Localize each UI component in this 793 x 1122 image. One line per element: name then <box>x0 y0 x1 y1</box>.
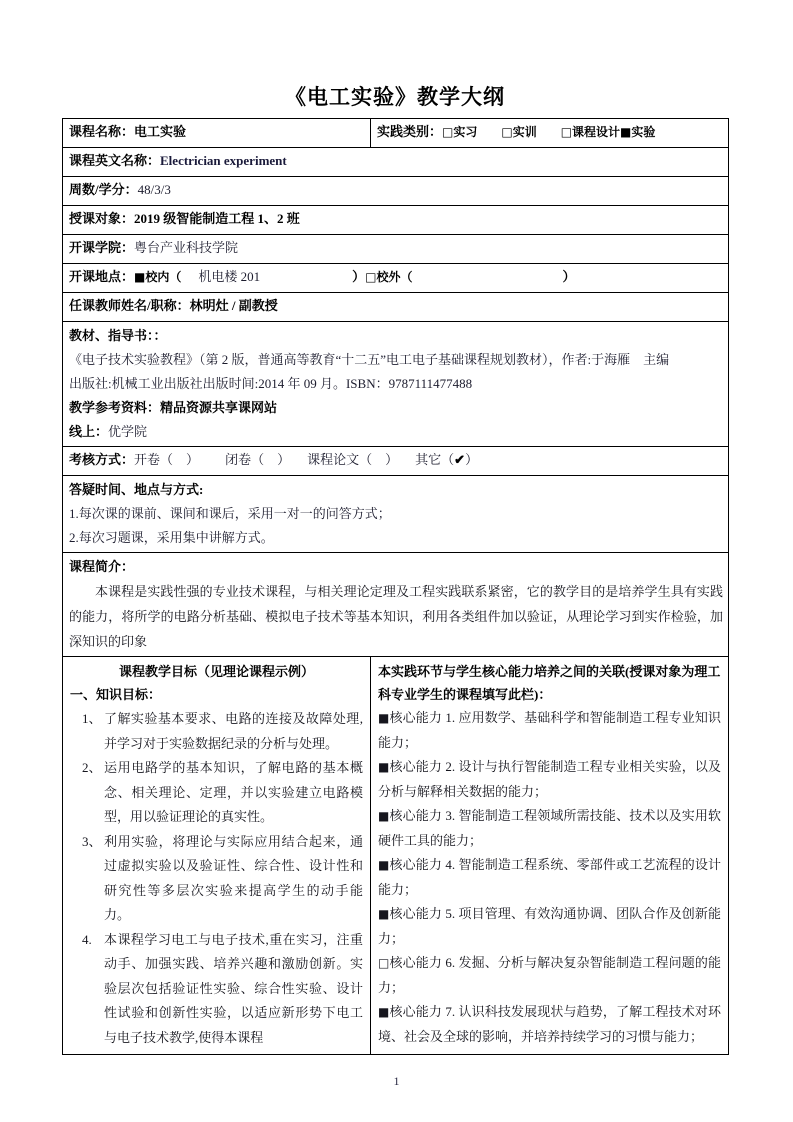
online-platform-value: 优学院 <box>108 424 148 439</box>
course-name-label: 课程名称： <box>69 124 135 139</box>
reference-material-value: 精品资源共享课网站 <box>160 400 278 415</box>
cell-textbook <box>63 322 729 447</box>
page-number: 1 <box>393 1074 400 1088</box>
capability-checkbox[interactable]: ■ <box>378 858 390 872</box>
capability-text: 核心能力 6. 发掘、分析与解决复杂智能制造工程问题的能力； <box>378 955 721 995</box>
cell-location <box>63 264 729 293</box>
goal-item-number: 4. <box>82 931 92 947</box>
capability-text: 核心能力 7. 认识科技发展现状与趋势，了解工程技术对环境、社会及全球的影响，并培养持续学习的习惯与能力； <box>378 1004 721 1044</box>
table-row-intro <box>63 553 729 657</box>
reference-material-label: 教学参考资料： <box>69 400 161 415</box>
college-value: 粤台产业科技学院 <box>134 240 239 255</box>
goal-item-number: 2、 <box>82 760 102 775</box>
goal-item-number: 1、 <box>82 711 102 726</box>
cell-assessment <box>63 447 729 476</box>
list-item <box>378 804 721 853</box>
location-offcampus-checkbox[interactable]: □校外（ <box>365 270 413 284</box>
capability-text: 核心能力 1. 应用数学、基础科学和智能制造工程专业知识能力； <box>378 710 721 750</box>
textbook-line-2: 出版社:机械工业出版社出版时间:2014 年 09 月。ISBN：9787111477488 <box>69 376 473 391</box>
goal-item-text: 了解实验基本要求、电路的连接及故障处理,并学习对于实验数据纪录的分析与处理。 <box>104 711 363 751</box>
assessment-closed-label: 闭卷（ <box>225 452 265 467</box>
intro-label: 课程简介： <box>69 559 135 574</box>
online-platform-line <box>69 420 723 444</box>
audience-value: 2019 级智能制造工程 1、2 班 <box>134 211 300 226</box>
cell-teacher <box>63 293 729 322</box>
location-oncampus-checkbox[interactable]: ■校内（ <box>134 270 182 284</box>
assessment-paper-label: 课程论文（ <box>307 452 373 467</box>
location-oncampus-close: ） <box>352 269 366 284</box>
assessment-other-label: 其它（ <box>415 452 455 467</box>
list-item <box>70 830 363 928</box>
course-name-value: 电工实验 <box>134 124 187 139</box>
assessment-closed-close: ） <box>277 452 291 467</box>
weeks-credits-value: 48/3/3 <box>137 182 171 197</box>
goal-item-text: 运用电路学的基本知识，了解电路的基本概念、相关理论、定理，并以实验建立电路模型，用以验证理论的真实性。 <box>104 760 363 824</box>
assessment-open-close: ） <box>186 452 200 467</box>
cell-qa <box>63 476 729 553</box>
cell-capabilities-column <box>371 657 729 1055</box>
goals-column-header: 课程教学目标（见理论课程示例） <box>118 664 314 679</box>
location-label: 开课地点： <box>69 269 135 284</box>
table-row-location <box>63 264 729 293</box>
textbook-label: 教材、指导书：： <box>69 328 167 343</box>
qa-line-1: 1.每次课的课前、课间和课后，采用一对一的问答方式； <box>69 506 391 521</box>
table-row-goals-and-capabilities <box>63 657 729 1055</box>
table-row-college <box>63 235 729 264</box>
page-title: 《电工实验》教学大纲 <box>285 85 505 109</box>
practice-type-options: □实习 □实训 □课程设计■实验 <box>442 125 656 139</box>
capability-checkbox[interactable]: ■ <box>378 711 390 725</box>
teacher-value: 林明灶 / 副教授 <box>189 298 278 313</box>
goal-item-text: 利用实验，将理论与实际应用结合起来，通过虚拟实验以及验证性、综合性、设计性和研究性等多层次实验来提高学生的动手能力。 <box>104 833 363 922</box>
assessment-other-checkmark-icon[interactable]: ✔ <box>454 452 466 467</box>
course-english-value: Electrician experiment <box>160 153 287 168</box>
capability-text: 核心能力 3. 智能制造工程领域所需技能、技术以及实用软硬件工具的能力； <box>378 808 721 848</box>
textbook-line-1: 《电子技术实验教程》（第 2 版，普通高等教育“十二五”电工电子基础课程规划教材），作者:于海雁 主编 <box>69 352 670 367</box>
cell-audience <box>63 206 729 235</box>
table-row-course-name <box>63 119 729 148</box>
teacher-label: 任课教师姓名/职称： <box>69 298 190 313</box>
list-item <box>378 1000 721 1049</box>
list-item <box>378 706 721 755</box>
assessment-other-close: ） <box>465 452 479 467</box>
table-row-teacher <box>63 293 729 322</box>
list-item <box>70 928 363 1051</box>
reference-material-line <box>69 396 723 420</box>
capability-text: 核心能力 5. 项目管理、有效沟通协调、团队合作及创新能力； <box>378 906 721 946</box>
location-offcampus-close: ） <box>562 269 576 284</box>
capabilities-column-header: 本实践环节与学生核心能力培养之间的关联(授课对象为理工科专业学生的课程填写此栏)： <box>378 664 721 702</box>
assessment-closed-mark[interactable] <box>264 452 277 467</box>
college-label: 开课学院： <box>69 240 135 255</box>
cell-practice-type <box>371 119 729 148</box>
capability-checkbox[interactable]: □ <box>378 956 390 970</box>
list-item <box>378 853 721 902</box>
syllabus-table <box>62 118 729 1055</box>
capability-text: 核心能力 4. 智能制造工程系统、零部件或工艺流程的设计能力； <box>378 857 721 897</box>
qa-label: 答疑时间、地点与方式: <box>69 482 204 497</box>
weeks-credits-label: 周数/学分： <box>69 182 138 197</box>
list-item <box>378 755 721 804</box>
cell-goals-column <box>63 657 371 1055</box>
cell-weeks-credits <box>63 177 729 206</box>
table-row-qa <box>63 476 729 553</box>
capability-checkbox[interactable]: ■ <box>378 1005 390 1019</box>
capability-text: 核心能力 2. 设计与执行智能制造工程专业相关实验，以及分析与解释相关数据的能力； <box>378 759 721 799</box>
capability-checkbox[interactable]: ■ <box>378 760 390 774</box>
location-oncampus-value: 机电楼 201 <box>198 269 261 284</box>
assessment-label: 考核方式： <box>69 452 135 467</box>
goal-item-number: 3、 <box>82 833 102 849</box>
table-row-assessment <box>63 447 729 476</box>
assessment-paper-close: ） <box>385 452 399 467</box>
table-row-weeks-credits <box>63 177 729 206</box>
online-platform-label: 线上： <box>69 424 109 439</box>
assessment-open-mark[interactable] <box>173 452 186 467</box>
cell-course-english-name <box>63 148 729 177</box>
capability-checkbox[interactable]: ■ <box>378 809 390 823</box>
goals-section-title: 一、知识目标： <box>70 687 162 702</box>
assessment-open-label: 开卷（ <box>134 452 174 467</box>
intro-paragraph: 本课程是实践性强的专业技术课程，与相关理论定理及工程实践联系紧密，它的教学目的是培养学生具有实践的能力，将所学的电路分析基础、模拟电子技术等基本知识，利用各类组件加以验证，从理论学习到实作检验，加深知识的印象 <box>69 584 723 649</box>
qa-line-2: 2.每次习题课，采用集中讲解方式。 <box>69 530 274 545</box>
table-row-textbook <box>63 322 729 447</box>
list-item <box>70 756 363 830</box>
goal-item-text: 本课程学习电工与电子技术,重在实习，注重动手、加强实践、培养兴趣和激励创新。实验层次包括验证性实验、综合性实验、设计性试验和创新性实验，以适应新形势下电工与电子技术教学,使得本课程 <box>104 931 363 1045</box>
table-row-course-english-name <box>63 148 729 177</box>
list-item <box>70 707 363 756</box>
practice-type-label: 实践类别： <box>377 124 443 139</box>
list-item <box>378 902 721 951</box>
list-item <box>378 951 721 1000</box>
audience-label: 授课对象： <box>69 211 135 226</box>
capabilities-list <box>378 706 721 1049</box>
cell-college <box>63 235 729 264</box>
table-row-audience <box>63 206 729 235</box>
cell-course-name <box>63 119 371 148</box>
assessment-paper-mark[interactable] <box>372 452 385 467</box>
course-english-label: 课程英文名称： <box>69 153 161 168</box>
cell-intro <box>63 553 729 657</box>
capability-checkbox[interactable]: ■ <box>378 907 390 921</box>
goals-list <box>70 707 363 1050</box>
